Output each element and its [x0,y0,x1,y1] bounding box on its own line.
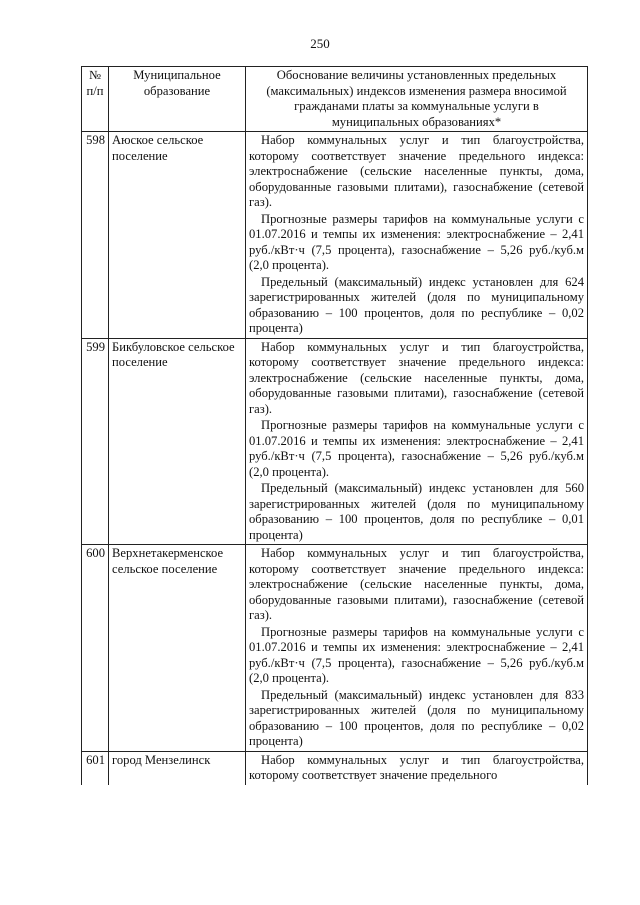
table-row [82,132,588,339]
row-justification [246,545,588,752]
header-justification: Обоснование величины установленных предельных (максимальных) индексов изменения размера вносимой гражданами платы за коммунальные услуги в муниципальных образованиях* [246,67,588,132]
table-row [82,751,588,785]
tariff-index-table [81,66,588,785]
paragraph-service-set: Набор коммунальных услуг и тип благоустройства, которому соответствует значение предельного индекса: электроснабжение (сельские населенные пункты, дома, оборудованные газовыми плитами), газоснабжение (сетевой газ). [249,133,584,209]
table-header-row [82,67,588,132]
row-municipality: Бикбуловское сельское поселение [109,338,246,545]
paragraph-index: Предельный (максимальный) индекс установлен для 560 зарегистрированных жителей (доля по муниципальному образованию – 100 процентов, доля по республике – 0,01 процента) [249,481,584,542]
paragraph-service-set: Набор коммунальных услуг и тип благоустройства, которому соответствует значение предельного индекса: электроснабжение (сельские населенные пункты, дома, оборудованные газовыми плитами), газоснабжение (сетевой газ). [249,339,584,416]
row-justification [246,751,588,785]
row-municipality: Верхнетакерменское сельское поселение [109,545,246,752]
header-municipality: Муниципальное образование [109,67,246,132]
paragraph-index: Предельный (максимальный) индекс установлен для 833 зарегистрированных жителей (доля по муниципальному образованию – 100 процентов, доля по республике – 0,02 процента) [249,687,584,748]
header-number: № п/п [82,67,109,132]
row-municipality: город Мензелинск [109,751,246,785]
paragraph-index: Предельный (максимальный) индекс установлен для 624 зарегистрированных жителей (доля по муниципальному образованию – 100 процентов, доля по республике – 0,02 процента) [249,274,584,335]
paragraph-tariffs: Прогнозные размеры тарифов на коммунальные услуги с 01.07.2016 и темпы их изменения: электроснабжение – 2,41 руб./кВт·ч (7,5 процента), газоснабжение – 5,26 руб./куб.м (2,0 процента). [249,418,584,479]
paragraph-service-set: Набор коммунальных услуг и тип благоустройства, которому соответствует значение предельного [249,752,584,782]
table-row [82,545,588,752]
paragraph-tariffs: Прогнозные размеры тарифов на коммунальные услуги с 01.07.2016 и темпы их изменения: электроснабжение – 2,41 руб./кВт·ч (7,5 процента), газоснабжение – 5,26 руб./куб.м (2,0 процента). [249,211,584,272]
row-justification [246,338,588,545]
row-municipality: Аюское сельское поселение [109,132,246,339]
row-number: 600 [82,545,109,752]
paragraph-service-set: Набор коммунальных услуг и тип благоустройства, которому соответствует значение предельного индекса: электроснабжение (сельские населенные пункты, дома, оборудованные газовыми плитами), газоснабжение (сетевой газ). [249,546,584,622]
page-number: 250 [310,36,330,51]
table-row [82,338,588,545]
row-justification [246,132,588,339]
row-number: 598 [82,132,109,339]
row-number: 599 [82,338,109,545]
row-number: 601 [82,751,109,785]
page-bottom-margin [81,826,589,905]
paragraph-tariffs: Прогнозные размеры тарифов на коммунальные услуги с 01.07.2016 и темпы их изменения: электроснабжение – 2,41 руб./кВт·ч (7,5 процента), газоснабжение – 5,26 руб./куб.м (2,0 процента). [249,624,584,685]
